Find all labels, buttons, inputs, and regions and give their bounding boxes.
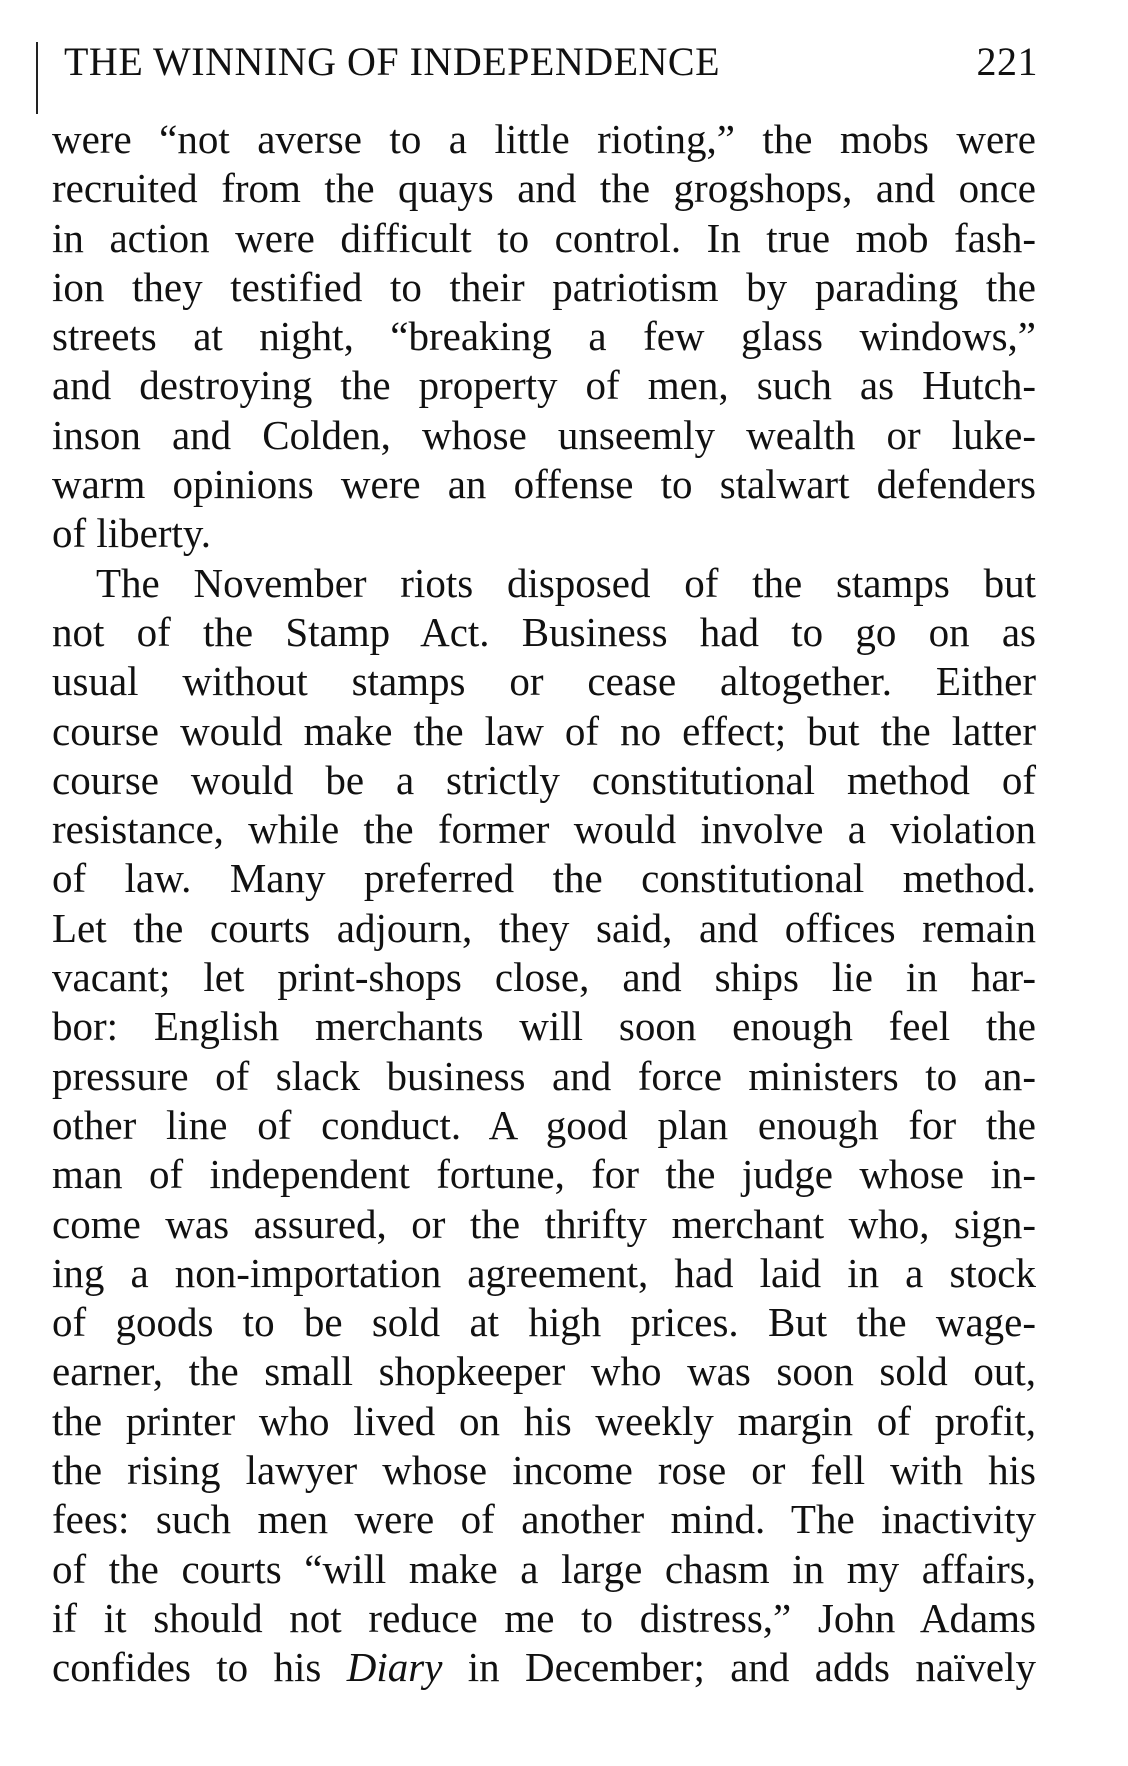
text-line: Let the courts adjourn, they said, and offices remain — [52, 904, 1036, 951]
text-span: in December; and adds naïvely — [442, 1644, 1036, 1691]
text-line: inson and Colden, whose unseemly wealth or luke- — [52, 411, 1036, 458]
text-line: of the courts “will make a large chasm in my affairs, — [52, 1545, 1036, 1592]
text-line: if it should not reduce me to distress,” John Adams — [52, 1594, 1036, 1641]
margin-mark — [36, 42, 38, 114]
text-line: The November riots disposed of the stamps but — [96, 559, 1036, 606]
text-line: warm opinions were an offense to stalwart defenders — [52, 461, 1036, 508]
text-line: of goods to be sold at high prices. But the wage- — [52, 1299, 1036, 1346]
text-line: streets at night, “breaking a few glass windows,” — [52, 313, 1036, 360]
text-line: ing a non-importation agreement, had laid in a stock — [52, 1249, 1036, 1296]
text-line: earner, the small shopkeeper who was soon sold out, — [52, 1348, 1036, 1395]
text-line: recruited from the quays and the grogshops, and once — [52, 165, 1036, 212]
text-line: course would make the law of no effect; but the latter — [52, 707, 1036, 754]
book-title-italic: Diary — [346, 1644, 443, 1691]
text-line: in action were difficult to control. In true mob fash- — [52, 214, 1036, 261]
text-line: pressure of slack business and force ministers to an- — [52, 1052, 1036, 1099]
text-line: course would be a strictly constitutional method of — [52, 756, 1036, 803]
text-span: confides to his — [52, 1644, 347, 1691]
text-line: vacant; let print-shops close, and ships lie in har- — [52, 954, 1036, 1001]
text-line: not of the Stamp Act. Business had to go on as — [52, 608, 1036, 655]
text-line: of law. Many preferred the constitutional method. — [52, 855, 1036, 902]
text-line: man of independent fortune, for the judge whose in- — [52, 1151, 1036, 1198]
text-line: the rising lawyer whose income rose or fell with his — [52, 1447, 1036, 1494]
text-line — [52, 1643, 1036, 1692]
text-line: bor: English merchants will soon enough feel the — [52, 1003, 1036, 1050]
text-line: ion they testified to their patriotism by parading the — [52, 263, 1036, 310]
text-line: fees: such men were of another mind. The inactivity — [52, 1496, 1036, 1543]
text-line: come was assured, or the thrifty merchant who, sign- — [52, 1200, 1036, 1247]
page-number: 221 — [976, 39, 1038, 84]
text-line: the printer who lived on his weekly margin of profit, — [52, 1397, 1036, 1444]
paragraph — [52, 115, 1036, 559]
running-head — [64, 34, 1038, 90]
text-line: usual without stamps or cease altogether. Either — [52, 658, 1036, 705]
text-line: other line of conduct. A good plan enough for the — [52, 1101, 1036, 1148]
text-line: were “not averse to a little rioting,” the mobs were — [52, 116, 1036, 162]
chapter-title: THE WINNING OF INDEPENDENCE — [64, 39, 721, 84]
text-line: of liberty. — [52, 510, 212, 557]
paragraph — [52, 559, 1036, 1693]
text-line: resistance, while the former would involve a violation — [52, 806, 1036, 853]
body-text — [52, 115, 1036, 1693]
text-line: and destroying the property of men, such as Hutch- — [52, 362, 1036, 409]
